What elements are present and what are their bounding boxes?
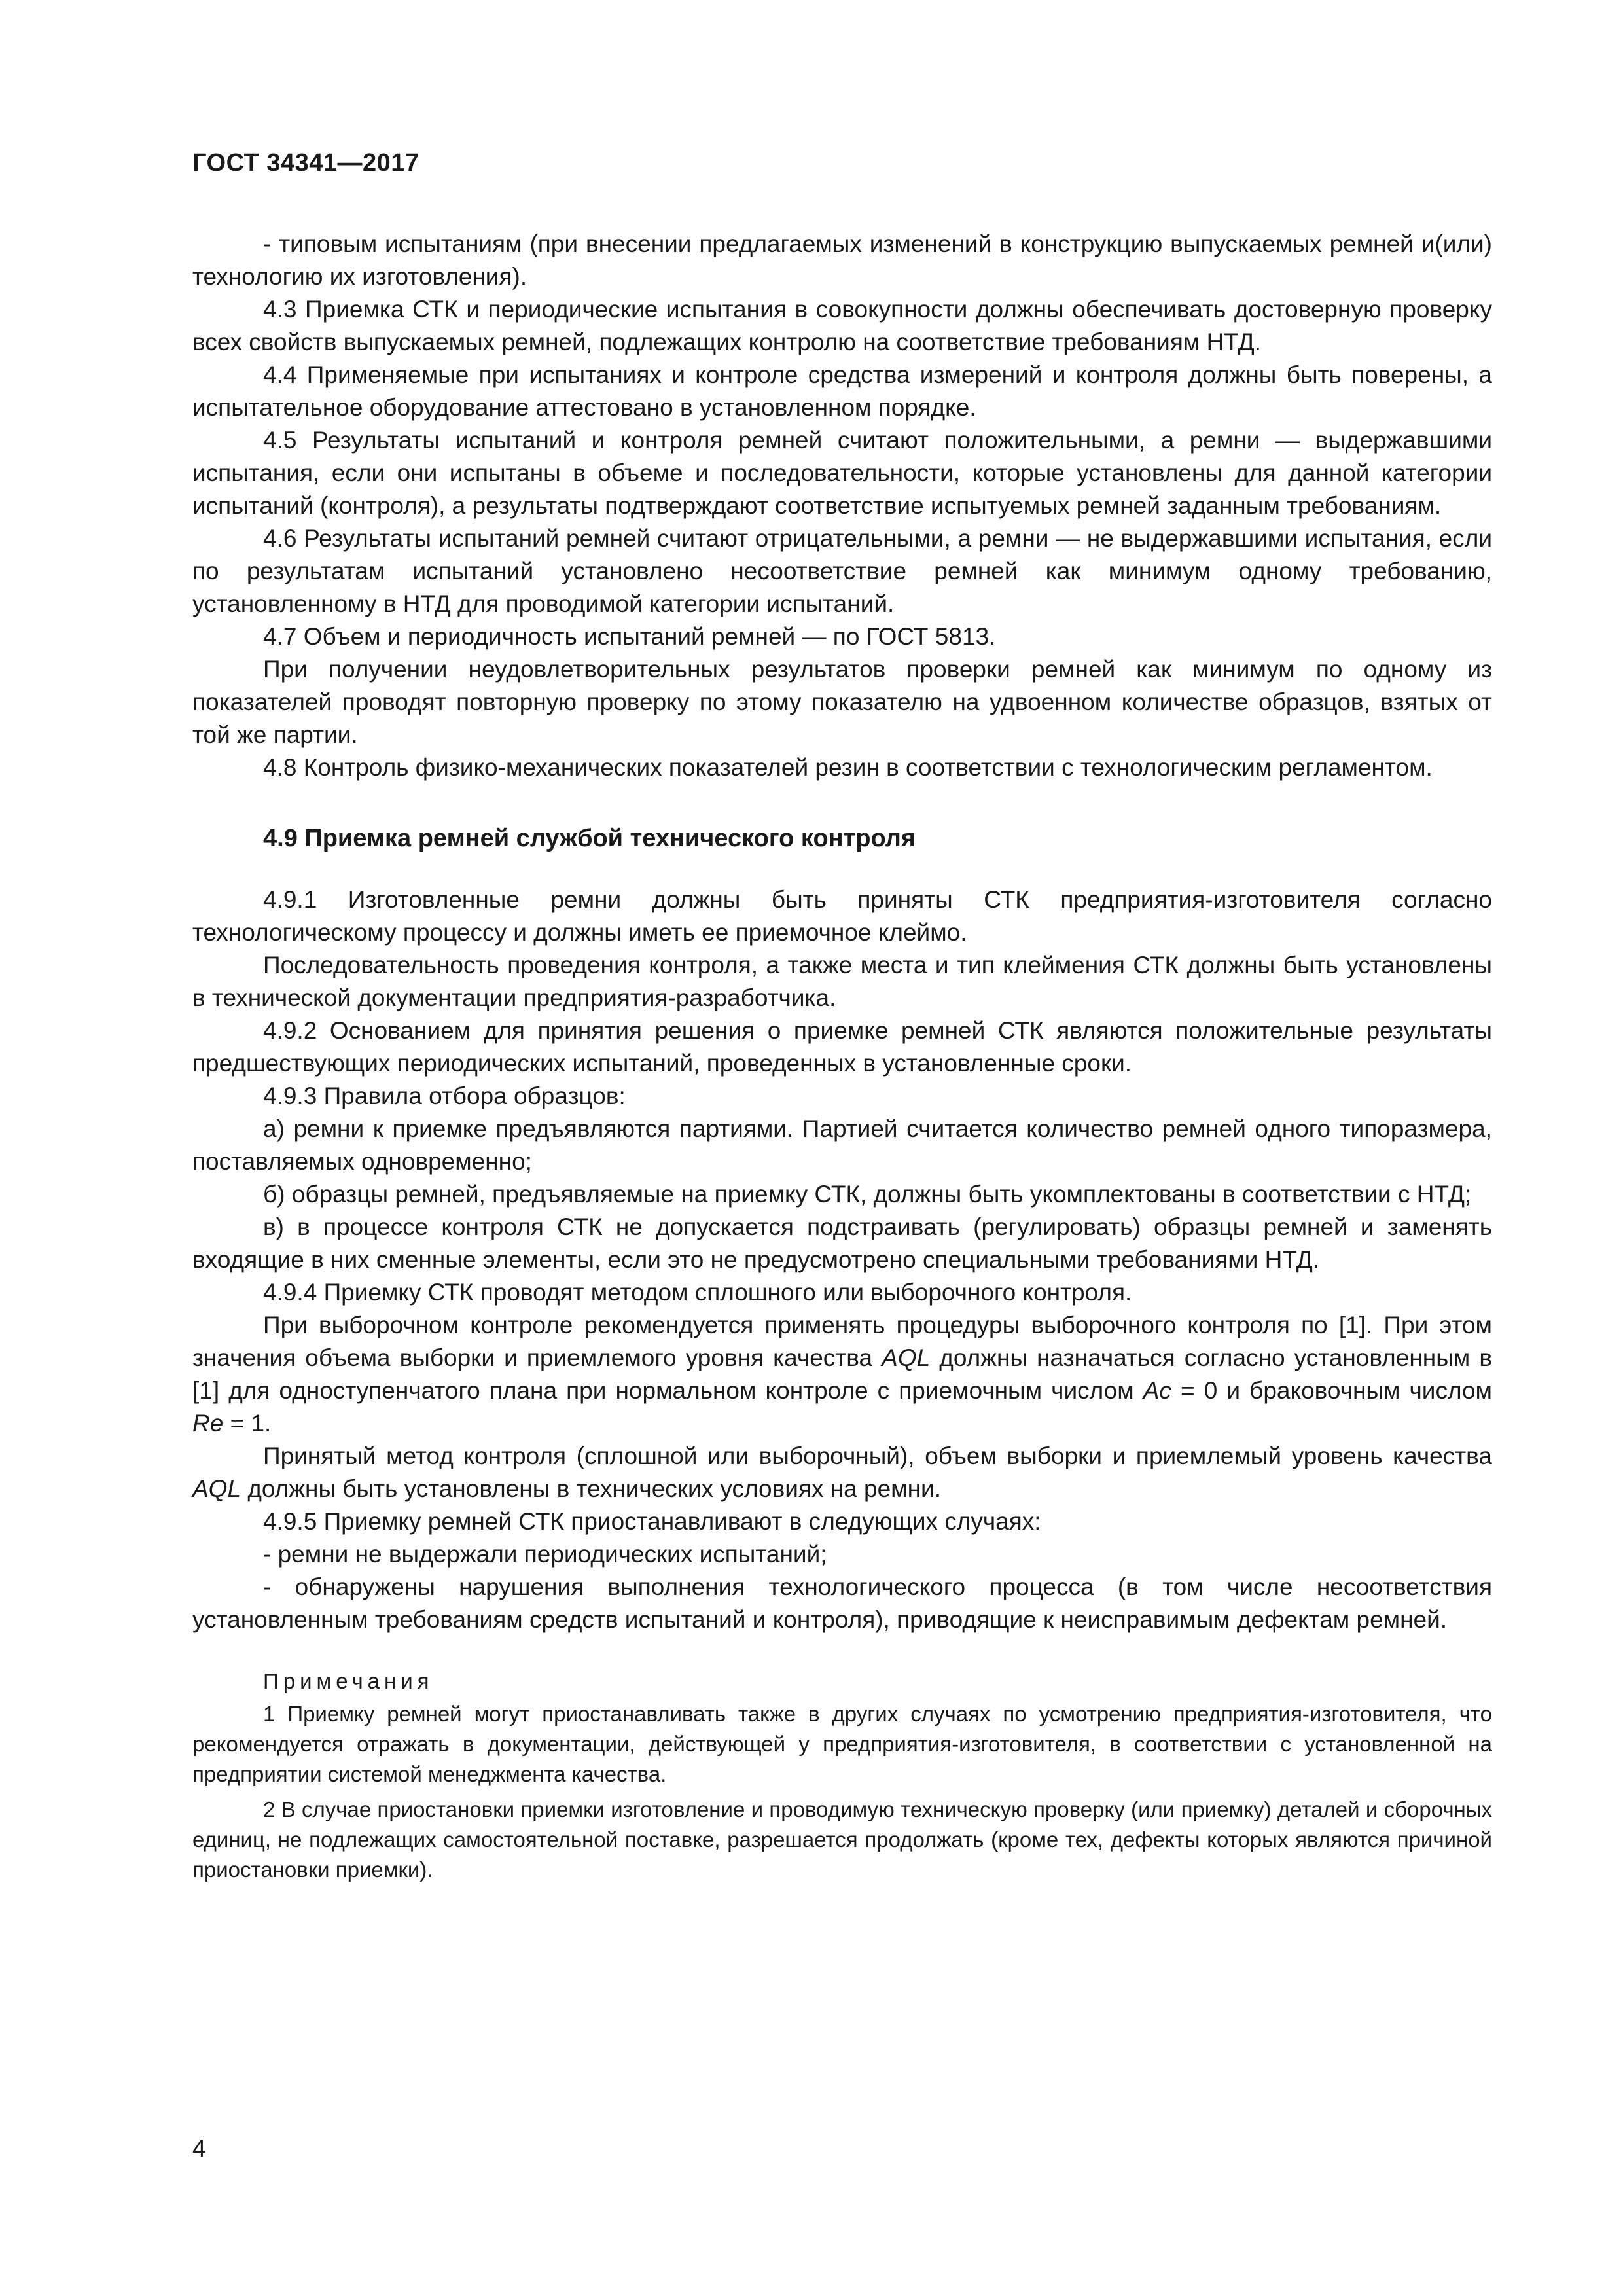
notes-block — [192, 1666, 1492, 1885]
page-number: 4 — [192, 2135, 206, 2162]
note-item: 1 Приемку ремней могут приостанавливать также в других случаях по усмотрению предприятия-изготовителя, что рекомендуется отражать в документации, действующей у предприятия-изготовителя, в соответствии с установленной на предприятии системой менеджмента качества. — [192, 1702, 1492, 1786]
list-item: в) в процессе контроля СТК не допускается подстраивать (регулировать) образцы ремней и заменять входящие в них сменные элементы, если это не предусмотрено специальными требованиями НТД. — [192, 1213, 1492, 1273]
paragraph: 4.7 Объем и периодичность испытаний ремней — по ГОСТ 5813. — [263, 623, 996, 650]
paragraph: 4.3 Приемка СТК и периодические испытания в совокупности должны обеспечивать достоверную проверку всех свойств выпускаемых ремней, подлежащих контролю на соответствие требованиям НТД. — [192, 296, 1492, 355]
list-item: а) ремни к приемке предъявляются партиями. Партией считается количество ремней одного типоразмера, поставляемых одновременно; — [192, 1115, 1492, 1175]
re-term: Re — [192, 1410, 224, 1437]
document-header-title: ГОСТ 34341—2017 — [192, 149, 419, 177]
paragraph-sampling: При выборочном контроле рекомендуется применять процедуры выборочного контроля по [1]. При этом значения объема выборки и приемлемого уровня качества AQL должны назначаться согласно установленным в [1] для одноступенчатого плана при нормальном контроле с приемочным числом Ac = 0 и браковочным числом Re = 1. — [192, 1312, 1492, 1437]
aql-term: AQL — [882, 1344, 931, 1371]
ac-term: Ac — [1143, 1377, 1171, 1404]
paragraph: 4.6 Результаты испытаний ремней считают отрицательными, а ремни — не выдержавшими испытания, если по результатам испытаний установлено несоответствие ремней как минимум одному требованию, установленному в НТД для проводимой категории испытаний. — [192, 525, 1492, 617]
paragraph: 4.9.4 Приемку СТК проводят методом сплошного или выборочного контроля. — [263, 1279, 1132, 1306]
note-item: 2 В случае приостановки приемки изготовление и проводимую техническую проверку (или приемку) деталей и сборочных единиц, не подлежащих самостоятельной поставке, разрешается продолжать (кроме тех, дефекты которых являются причиной приостановки приемки). — [192, 1797, 1492, 1882]
paragraph: 4.5 Результаты испытаний и контроля ремней считают положительными, а ремни — выдержавшими испытания, если они испытаны в объеме и последовательности, которые установлены для данной категории испытаний (контроля), а результаты подтверждают соответствие испытуемых ремней заданным требованиям. — [192, 427, 1492, 519]
list-item: - обнаружены нарушения выполнения технологического процесса (в том числе несоответствия установленным требованиям средств испытаний и контроля), приводящие к неисправимым дефектам ремней. — [192, 1573, 1492, 1633]
paragraph: 4.9.5 Приемку ремней СТК приостанавливают в следующих случаях: — [263, 1508, 1041, 1535]
notes-title: Примечания — [263, 1669, 434, 1693]
list-item: б) образцы ремней, предъявляемые на приемку СТК, должны быть укомплектованы в соответствии с НТД; — [263, 1181, 1472, 1208]
paragraph: 4.8 Контроль физико-механических показателей резин в соответствии с технологическим регламентом. — [263, 754, 1433, 781]
paragraph: 4.9.1 Изготовленные ремни должны быть приняты СТК предприятия-изготовителя согласно технологическому процессу и должны иметь ее приемочное клеймо. — [192, 886, 1492, 946]
aql-term: AQL — [192, 1475, 241, 1502]
paragraph-method: Принятый метод контроля (сплошной или выборочный), объем выборки и приемлемый уровень качества AQL должны быть установлены в технических условиях на ремни. — [192, 1443, 1492, 1502]
section-heading: 4.9 Приемка ремней службой технического контроля — [263, 825, 916, 852]
paragraph: При получении неудовлетворительных результатов проверки ремней как минимум по одному из показателей проводят повторную проверку по этому показателю на удвоенном количестве образцов, взятых от той же партии. — [192, 656, 1492, 748]
paragraph: 4.9.3 Правила отбора образцов: — [263, 1083, 626, 1109]
document-body — [192, 228, 1492, 1890]
paragraph: Последовательность проведения контроля, а также места и тип клеймения СТК должны быть установлены в технической документации предприятия-разработчика. — [192, 952, 1492, 1011]
list-item: - ремни не выдержали периодических испытаний; — [263, 1541, 827, 1568]
paragraph: 4.9.2 Основанием для принятия решения о приемке ремней СТК являются положительные результаты предшествующих периодических испытаний, проведенных в установленные сроки. — [192, 1017, 1492, 1077]
paragraph: - типовым испытаниям (при внесении предлагаемых изменений в конструкцию выпускаемых ремней и(или) технологию их изготовления). — [192, 230, 1492, 290]
paragraph: 4.4 Применяемые при испытаниях и контроле средства измерений и контроля должны быть поверены, а испытательное оборудование аттестовано в установленном порядке. — [192, 361, 1492, 421]
